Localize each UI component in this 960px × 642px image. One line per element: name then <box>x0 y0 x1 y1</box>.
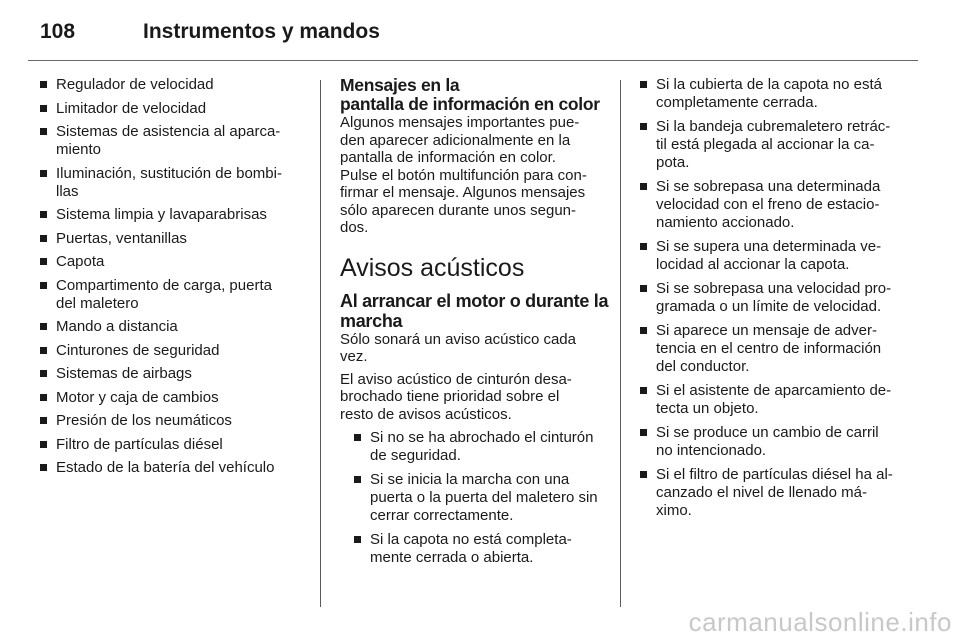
section-title: Avisos acústicos <box>340 253 525 282</box>
list-item: Si se sobrepasa una determinada velocidad con el freno de estacio- namiento accionado. <box>640 178 915 232</box>
list-item: Si el filtro de partículas diésel ha al- canzado el nivel de llenado má- ximo. <box>640 466 915 520</box>
list-item: Si no se ha abrochado el cinturón de seguridad. <box>354 429 610 465</box>
list-item: Si la cubierta de la capota no está completamente cerrada. <box>640 76 915 112</box>
list-item: Sistema limpia y lavaparabrisas <box>40 206 310 224</box>
list-item: Si se produce un cambio de carril no intencionado. <box>640 424 915 460</box>
column-divider <box>620 80 621 607</box>
column-left <box>40 76 310 483</box>
list-item: Presión de los neumáticos <box>40 412 310 430</box>
list-item: Si la capota no está completa- mente cerrada o abierta. <box>354 531 610 567</box>
list-item: Iluminación, sustitución de bombi- llas <box>40 165 310 201</box>
list-item: Si aparece un mensaje de adver- tencia en el centro de información del conductor. <box>640 322 915 376</box>
page-number: 108 <box>40 20 76 43</box>
list-item: Sistemas de airbags <box>40 365 310 383</box>
page-header <box>28 14 918 61</box>
list-item: Si se sobrepasa una velocidad pro- gramada o un límite de velocidad. <box>640 280 915 316</box>
column-divider <box>320 80 321 607</box>
list-item: Si se inicia la marcha con una puerta o la puerta del maletero sin cerrar correctamente. <box>354 471 610 525</box>
messages-heading: Mensajes en la pantalla de información en color <box>340 75 600 114</box>
page-title: Instrumentos y mandos <box>143 20 380 43</box>
list-item: Compartimento de carga, puerta del maletero <box>40 277 310 313</box>
list-item: Sistemas de asistencia al aparca- miento <box>40 123 310 159</box>
start-paragraph-1: Sólo sonará un aviso acústico cada vez. <box>340 330 576 365</box>
list-item: Capota <box>40 253 310 271</box>
list-item: Mando a distancia <box>40 318 310 336</box>
list-item: Si la bandeja cubremaletero retrác- til está plegada al accionar la ca- pota. <box>640 118 915 172</box>
list-item: Regulador de velocidad <box>40 76 310 94</box>
warning-list-continued <box>640 76 915 520</box>
messages-paragraph: Algunos mensajes importantes pue- den aparecer adicionalmente en la pantalla de información en color. Pulse el botón multifunción para con- firmar el mensaje. Algunos mensajes sólo aparecen durante unos segun- dos. <box>340 114 587 236</box>
start-heading: Al arrancar el motor o durante la marcha <box>340 290 609 331</box>
column-right <box>640 76 915 526</box>
start-paragraph-2: El aviso acústico de cinturón desa- brochado tiene prioridad sobre el resto de avisos acústicos. <box>340 370 572 423</box>
list-item: Limitador de velocidad <box>40 100 310 118</box>
topic-list <box>40 76 310 477</box>
list-item: Estado de la batería del vehículo <box>40 459 310 477</box>
list-item: Cinturones de seguridad <box>40 342 310 360</box>
column-middle <box>340 76 610 573</box>
warning-list <box>354 429 610 567</box>
list-item: Motor y caja de cambios <box>40 389 310 407</box>
list-item: Si se supera una determinada ve- locidad al accionar la capota. <box>640 238 915 274</box>
list-item: Filtro de partículas diésel <box>40 436 310 454</box>
list-item: Si el asistente de aparcamiento de- tecta un objeto. <box>640 382 915 418</box>
list-item: Puertas, ventanillas <box>40 230 310 248</box>
watermark: carmanualsonline.info <box>688 607 952 637</box>
